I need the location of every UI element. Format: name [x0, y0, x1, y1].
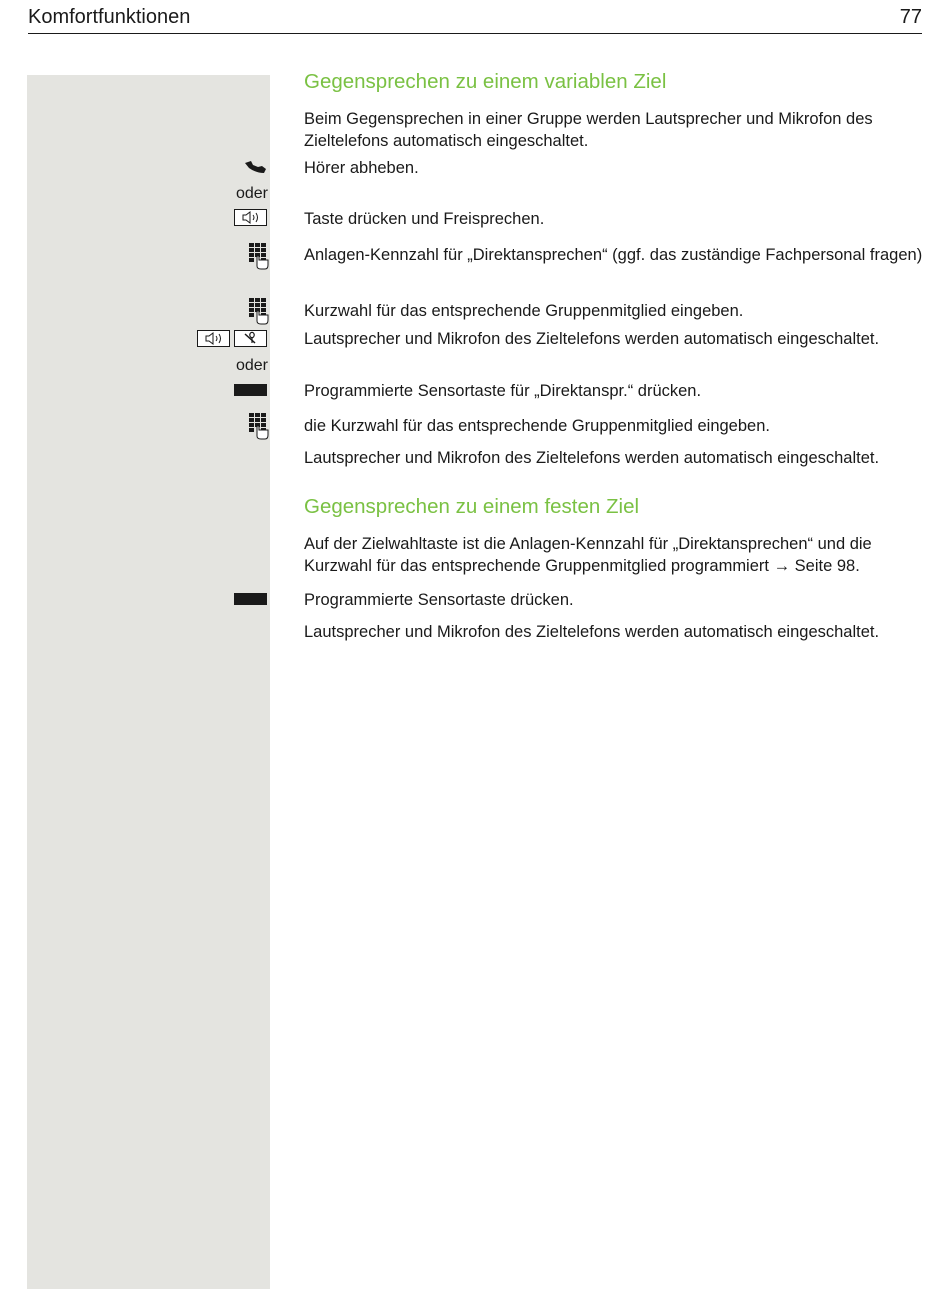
- section-heading-fixed-target: Gegensprechen zu einem festen Ziel: [304, 495, 640, 518]
- microphone-key-icon: [234, 330, 267, 347]
- step-press-sensor-key: Programmierte Sensortaste für „Direktanspr.“ drücken.: [304, 382, 702, 400]
- sensor-key-icon: [234, 593, 267, 605]
- page-number: 77: [899, 6, 922, 28]
- section-intro: Beim Gegensprechen in einer Gruppe werden Lautsprecher und Mikrofon des Zieltelefons automatisch eingeschaltet.: [304, 110, 873, 150]
- step-enter-short-dial: Kurzwahl für das entsprechende Gruppenmitglied eingeben.: [304, 302, 744, 320]
- keypad-icon: [248, 412, 270, 440]
- keypad-icon: [248, 297, 270, 325]
- step-speaker-key: Taste drücken und Freisprechen.: [304, 210, 545, 228]
- step-auto-enabled-fixed: Lautsprecher und Mikrofon des Zieltelefons werden automatisch eingeschaltet.: [304, 623, 880, 641]
- icon-sidebar: [27, 75, 270, 1289]
- speaker-key-icon: [197, 330, 230, 347]
- step-press-sensor-key-fixed: Programmierte Sensortaste drücken.: [304, 591, 574, 609]
- speaker-key-icon: [234, 209, 267, 226]
- header-divider: [28, 33, 922, 34]
- step-enter-system-code: Anlagen-Kennzahl für „Direktansprechen“ (ggf. das zuständige Fachpersonal fragen): [304, 246, 923, 264]
- or-label: oder: [235, 357, 268, 374]
- step-auto-enabled-2: Lautsprecher und Mikrofon des Zieltelefons werden automatisch eingeschaltet.: [304, 449, 880, 467]
- or-label: oder: [235, 185, 268, 202]
- section-intro-fixed: Auf der Zielwahltaste ist die Anlagen-Kennzahl für „Direktansprechen“ und die Kurzwahl für das entsprechende Gruppenmitglied programmiert → Seite 98.: [304, 535, 872, 575]
- sensor-key-icon: [234, 384, 267, 396]
- keypad-icon: [248, 242, 270, 270]
- step-auto-enabled: Lautsprecher und Mikrofon des Zieltelefons werden automatisch eingeschaltet.: [304, 330, 880, 348]
- handset-lift-icon: [242, 158, 270, 180]
- step-enter-short-dial-2: die Kurzwahl für das entsprechende Gruppenmitglied eingeben.: [304, 417, 770, 435]
- step-lift-handset: Hörer abheben.: [304, 159, 419, 177]
- section-heading-variable-target: Gegensprechen zu einem variablen Ziel: [304, 70, 667, 93]
- chapter-title: Komfortfunktionen: [28, 6, 191, 28]
